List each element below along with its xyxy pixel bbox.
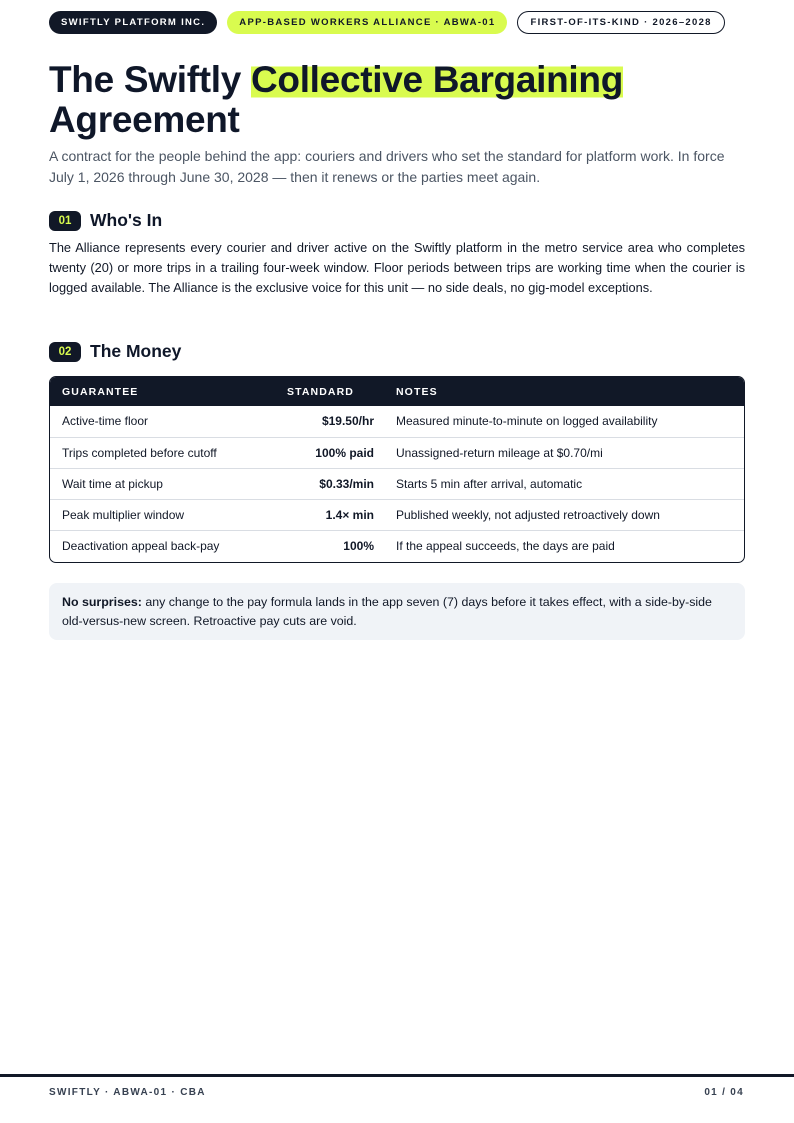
section-title: Who's In	[90, 210, 163, 230]
section-heading-money	[49, 341, 181, 362]
standard-cell: $0.33/min	[275, 468, 384, 499]
notes-cell: If the appeal succeeds, the days are paid	[384, 530, 744, 561]
lede-paragraph: A contract for the people behind the app: couriers and drivers who set the standard for platform work. In force July 1, 2026 through June 30, 2028 — then it renews or the parties meet again.	[49, 148, 725, 185]
table-row	[50, 468, 744, 499]
guarantee-cell: Wait time at pickup	[50, 468, 275, 499]
title-part-2: Agreement	[49, 99, 240, 140]
header-tags	[49, 11, 725, 34]
guarantee-cell: Active-time floor	[62, 414, 149, 429]
table-header-row	[50, 377, 744, 406]
term-tag: FIRST-OF-ITS-KIND · 2026–2028	[517, 11, 724, 34]
title-part-1: The Swiftly	[49, 59, 251, 100]
notes-cell: Published weekly, not adjusted retroactively down	[384, 499, 744, 530]
table-row	[50, 530, 744, 561]
callout-text: any change to the pay formula lands in the app seven (7) days before it takes effect, with a side-by-side old-versus-new screen. Retroactive pay cuts are void.	[62, 595, 712, 628]
callout-label: No surprises:	[62, 595, 142, 609]
guarantee-cell: Deactivation appeal back-pay	[50, 530, 275, 561]
footer-document-id: SWIFTLY · ABWA-01 · CBA	[49, 1087, 206, 1098]
standard-cell: 100%	[275, 530, 384, 561]
guarantee-cell: Trips completed before cutoff	[50, 437, 275, 468]
column-header-guarantee: GUARANTEE	[62, 385, 139, 398]
title-highlight: Collective Bargaining	[250, 59, 623, 100]
union-tag: APP-BASED WORKERS ALLIANCE · ABWA-01	[227, 11, 507, 34]
money-table	[49, 376, 745, 563]
section-number: 02	[49, 342, 81, 362]
notes-cell: Starts 5 min after arrival, automatic	[384, 468, 744, 499]
section-number: 01	[49, 211, 81, 231]
standard-cell: 1.4× min	[275, 499, 384, 530]
page-title	[49, 60, 749, 140]
no-surprises-callout	[49, 583, 745, 640]
table-row	[50, 499, 744, 530]
standard-cell: $19.50/hr	[321, 414, 374, 429]
table-row	[50, 437, 744, 468]
footer-page-number: 01 / 04	[704, 1087, 744, 1098]
column-header-standard: STANDARD	[287, 385, 354, 398]
whos-in-paragraph: The Alliance represents every courier and driver active on the Swiftly platform in the metro service area who completes twenty (20) or more trips in a trailing four-week window. Floor periods between trips are working time when the courier is logged available. The Alliance is the exclusive voice for this unit — no side deals, no gig-model exceptions.	[49, 240, 745, 295]
guarantee-cell: Peak multiplier window	[50, 499, 275, 530]
section-title: The Money	[90, 341, 182, 361]
column-header-notes: NOTES	[396, 385, 438, 398]
section-heading-whos-in	[49, 210, 162, 231]
notes-cell: Measured minute-to-minute on logged availability	[396, 414, 658, 429]
table-row	[50, 406, 744, 437]
notes-cell: Unassigned-return mileage at $0.70/mi	[384, 437, 744, 468]
footer-divider	[0, 1074, 794, 1077]
standard-cell: 100% paid	[275, 437, 384, 468]
company-tag: SWIFTLY PLATFORM INC.	[49, 11, 217, 34]
